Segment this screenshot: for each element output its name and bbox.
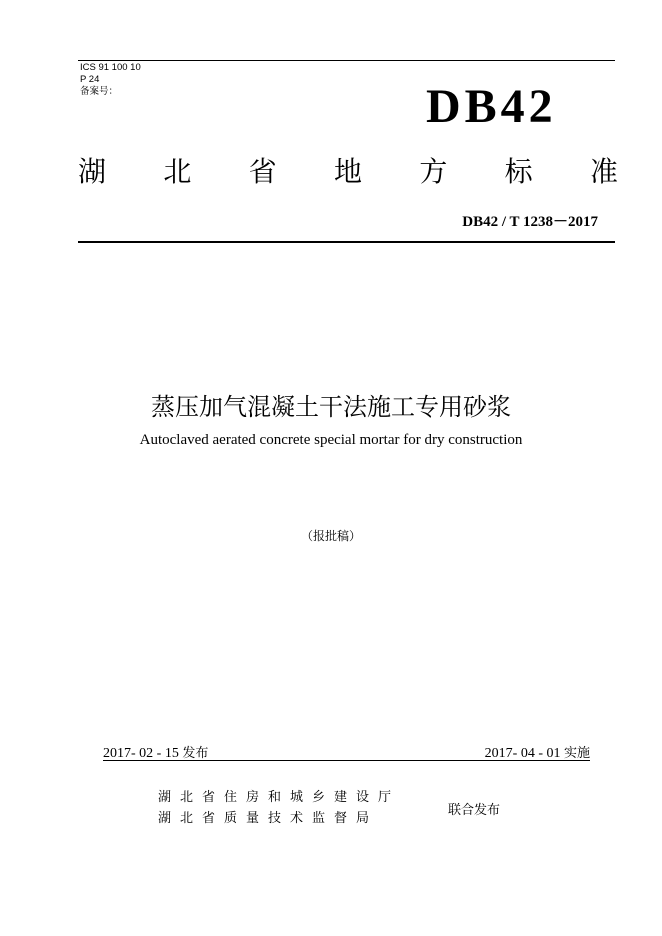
ccs-code: P 24 xyxy=(80,74,100,85)
standard-type-char: 准 xyxy=(589,155,618,188)
implement-label: 实施 xyxy=(563,746,590,761)
implement-date-group xyxy=(485,742,590,762)
draft-note: （报批稿） xyxy=(300,529,361,543)
implement-date: 2017- 04 - 01 xyxy=(484,746,561,761)
joint-release: 联合发布 xyxy=(448,803,501,818)
standard-type-char: 省 xyxy=(248,155,277,188)
filing-number-label: 备案号： xyxy=(80,86,119,97)
issue-label: 发布 xyxy=(182,746,209,761)
header-divider xyxy=(78,241,615,243)
standard-type-char: 方 xyxy=(419,155,448,188)
standard-type-title xyxy=(78,150,618,194)
ics-code: ICS 91 100 10 xyxy=(80,62,141,73)
issuer-housing-department: 湖北省住房和城乡建设厅 xyxy=(158,790,401,805)
standard-type-char: 北 xyxy=(163,155,192,188)
standard-type-char: 标 xyxy=(504,155,533,188)
document-title-zh: 蒸压加气混凝土干法施工专用砂浆 xyxy=(151,393,511,421)
issuers xyxy=(158,787,400,829)
dates-line xyxy=(103,742,590,761)
issuer-quality-bureau: 湖北省质量技术监督局 xyxy=(158,811,379,826)
document-title-en: Autoclaved aerated concrete special mortar for dry construction xyxy=(139,432,523,448)
issue-date-group xyxy=(103,742,208,762)
db42-logo: DB42 xyxy=(426,80,557,133)
standard-type-char: 地 xyxy=(333,155,362,188)
standard-type-char: 湖 xyxy=(78,155,107,188)
standard-number: DB42 / T 1238－2017 xyxy=(462,214,598,230)
top-rule xyxy=(78,60,615,61)
issue-date: 2017- 02 - 15 xyxy=(103,746,179,761)
